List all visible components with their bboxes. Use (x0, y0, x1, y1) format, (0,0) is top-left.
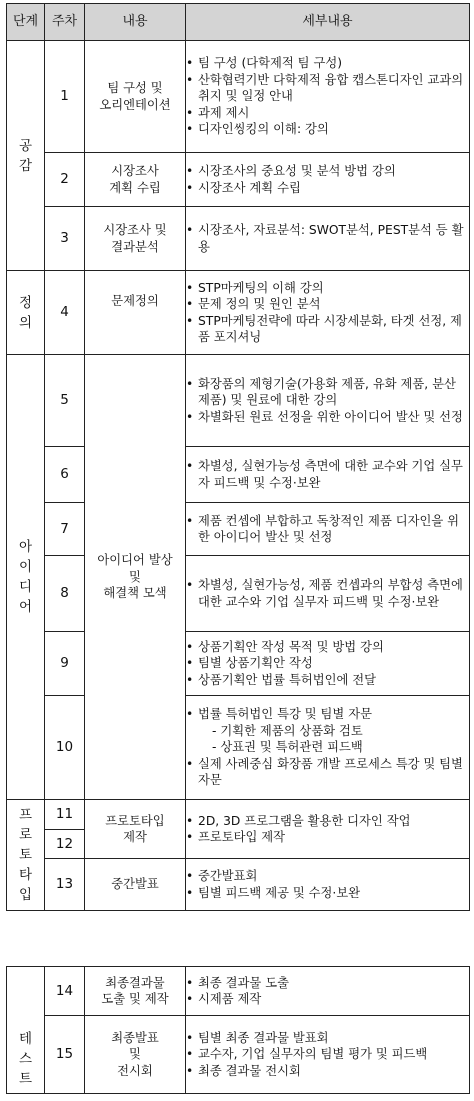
detail-bullet-item: • 제품 컨셉에 부합하고 독창적인 제품 디자인을 위한 아이디어 발산 및 선정 (186, 513, 469, 546)
detail-bullet-item: • 디자인씽킹의 이해: 강의 (186, 121, 469, 138)
detail-bullet-item: • 최종 결과물 전시회 (186, 1063, 469, 1080)
week-detail (186, 1016, 470, 1094)
week-content: 프로토타입 제작 (85, 800, 186, 859)
detail-bullet-item: • 차별성, 실현가능성, 제품 컨셉과의 부합성 측면에 대한 교수와 기업 실무자 피드백 및 수정·보완 (186, 577, 469, 610)
detail-bullet-item: • 프로토타입 제작 (186, 829, 469, 846)
table-row (7, 967, 470, 1016)
detail-bullet-item: • 팀별 최종 결과물 발표회 (186, 1030, 469, 1047)
week-detail (186, 696, 470, 800)
table-row (7, 355, 470, 447)
detail-bullet-item: • 시장조사 계획 수립 (186, 180, 469, 197)
table-row (7, 271, 470, 355)
detail-bullet-item: • 시장조사의 중요성 및 분석 방법 강의 (186, 163, 469, 180)
week-number: 1 (45, 41, 85, 153)
course-schedule-table-test (6, 966, 470, 1094)
week-detail (186, 153, 470, 207)
detail-bullet-item: • 시장조사, 자료분석: SWOT분석, PEST분석 등 활용 (186, 222, 469, 255)
detail-bullet-item: • 2D, 3D 프로그램을 활용한 디자인 작업 (186, 813, 469, 830)
week-number: 6 (45, 447, 85, 503)
stage-test: 테 스 트 (7, 967, 45, 1094)
detail-bullet-item: • 실제 사례중심 화장품 개발 프로세스 특강 및 팀별 자문 (186, 756, 469, 789)
week-content: 최종결과물 도출 및 제작 (85, 967, 186, 1016)
stage-prototype: 프 로 토 타 입 (7, 800, 45, 911)
detail-bullet-item: • STP마케팅전략에 따라 시장세분화, 타겟 선정, 제품 포지셔닝 (186, 313, 469, 346)
table-row (7, 859, 470, 911)
week-number: 2 (45, 153, 85, 207)
week-number: 10 (45, 696, 85, 800)
detail-bullet-item: • 화장품의 제형기술(가용화 제품, 유화 제품, 분산 제품) 및 원료에 대한 강의 (186, 376, 469, 409)
week-number: 15 (45, 1016, 85, 1094)
week-content: 시장조사 계획 수립 (85, 153, 186, 207)
stage-ideate: 아 이 디 어 (7, 355, 45, 800)
detail-bullet-item: • 최종 결과물 도출 (186, 975, 469, 992)
week-content: 시장조사 및 결과분석 (85, 207, 186, 271)
week-content: 아이디어 발상 및 해결책 모색 (85, 355, 186, 800)
week-number: 12 (45, 830, 85, 859)
week-detail (186, 503, 470, 556)
detail-bullet-item: • 산학협력기반 다학제적 융합 캡스톤디자인 교과의 취지 및 일정 안내 (186, 72, 469, 105)
week-detail (186, 800, 470, 859)
detail-bullet-item: • 차별성, 실현가능성 측면에 대한 교수와 기업 실무자 피드백 및 수정·보완 (186, 458, 469, 491)
week-number: 11 (45, 800, 85, 830)
table-row (7, 41, 470, 153)
week-number: 4 (45, 271, 85, 355)
week-detail (186, 967, 470, 1016)
detail-bullet-item: • 팀별 상품기획안 작성 (186, 655, 469, 672)
week-number: 9 (45, 632, 85, 696)
table-row (7, 1016, 470, 1094)
week-detail (186, 859, 470, 911)
week-number: 7 (45, 503, 85, 556)
table-row (7, 207, 470, 271)
week-detail (186, 207, 470, 271)
detail-bullet-item: • 차별화된 원료 선정을 위한 아이디어 발산 및 선정 (186, 409, 469, 426)
detail-bullet-item: • 중간발표회 (186, 868, 469, 885)
week-number: 8 (45, 556, 85, 632)
table-row (7, 153, 470, 207)
header-content: 내용 (85, 4, 186, 41)
detail-bullet-item: • 교수자, 기업 실무자의 팀별 평가 및 피드백 (186, 1046, 469, 1063)
detail-bullet-item: • 문제 정의 및 원인 분석 (186, 296, 469, 313)
week-number: 3 (45, 207, 85, 271)
table-row (7, 632, 470, 696)
table-row (7, 800, 470, 830)
detail-subitem: - 기획한 제품의 상품화 검토 (212, 723, 363, 738)
detail-bullet-item: • 팀 구성 (다학제적 팀 구성) (186, 55, 469, 72)
course-schedule-table (6, 3, 470, 911)
week-content: 문제정의 (85, 271, 186, 355)
week-number: 14 (45, 967, 85, 1016)
detail-bullet-item: • 상품기획안 법률 특허법인에 전달 (186, 672, 469, 689)
detail-bullet-item: • 상품기획안 작성 목적 및 방법 강의 (186, 639, 469, 656)
detail-bullet-item: • 팀별 피드백 제공 및 수정·보완 (186, 885, 469, 902)
week-detail (186, 41, 470, 153)
header-stage: 단계 (7, 4, 45, 41)
detail-bullet-item: • STP마케팅의 이해 강의 (186, 280, 469, 297)
week-content: 최종발표 및 전시회 (85, 1016, 186, 1094)
table-header-row (7, 4, 470, 41)
detail-bullet-item: • 시제품 제작 (186, 991, 469, 1008)
table-row (7, 447, 470, 503)
week-detail (186, 556, 470, 632)
table-row (7, 696, 470, 800)
stage-empathy: 공 감 (7, 41, 45, 271)
detail-subitem: - 상표권 및 특허관련 피드백 (212, 740, 363, 755)
week-detail (186, 355, 470, 447)
stage-define: 정 의 (7, 271, 45, 355)
detail-bullet-item: • 법률 특허법인 특강 및 팀별 자문 (186, 706, 469, 723)
week-detail (186, 271, 470, 355)
week-detail (186, 447, 470, 503)
week-number: 13 (45, 859, 85, 911)
week-detail (186, 632, 470, 696)
week-content: 팀 구성 및 오리엔테이션 (85, 41, 186, 153)
week-content: 중간발표 (85, 859, 186, 911)
header-detail: 세부내용 (186, 4, 470, 41)
detail-bullet-item: • 과제 제시 (186, 105, 469, 122)
table-row (7, 556, 470, 632)
week-number: 5 (45, 355, 85, 447)
header-week: 주차 (45, 4, 85, 41)
table-row (7, 503, 470, 556)
